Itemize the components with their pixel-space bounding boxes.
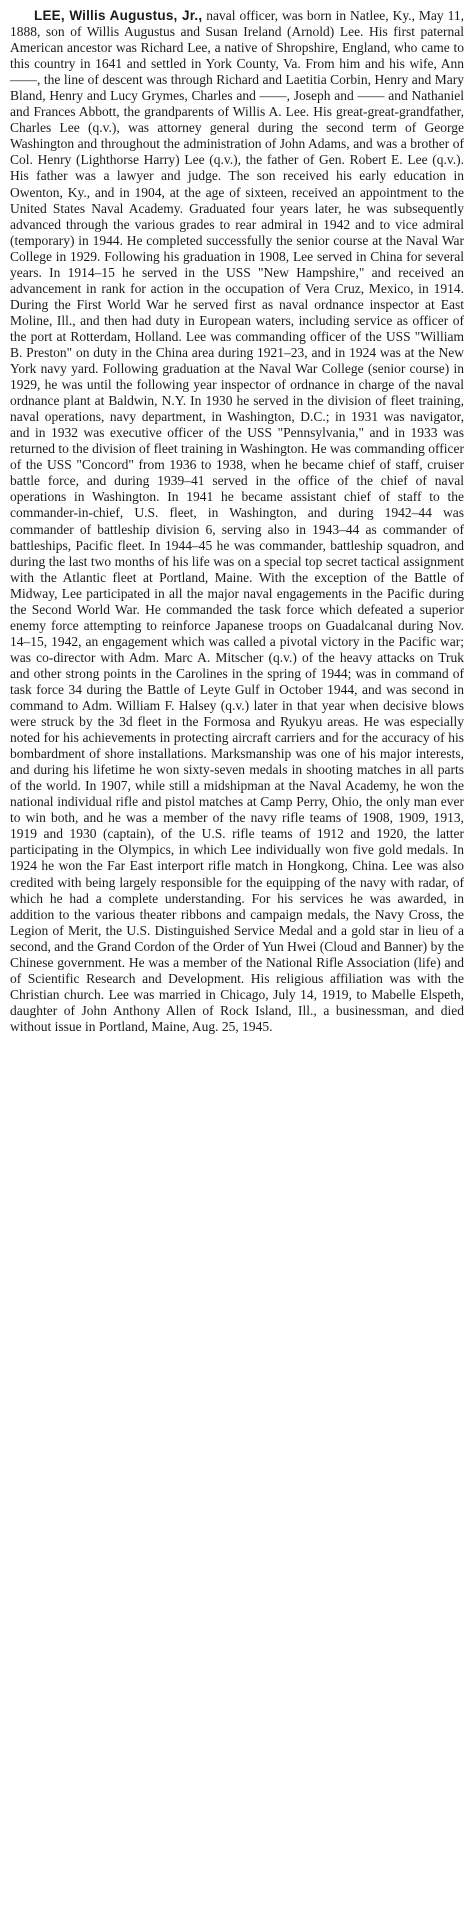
entry-body: naval officer, was born in Natlee, Ky., May 11, 1888, son of Willis Augustus and Susan Ireland (Arnold) Lee. His first paternal American ancestor was Richard Lee, a native of Shropshire, England, who came to this country in 1641 and settled in York County, Va. From him and his wife, Ann ——, the line of descent was through Richard and Laetitia Corbin, Henry and Mary Bland, Henry and Lucy Grymes, Charles and ——, Joseph and —— and Nathaniel and Frances Abbott, the grandparents of Willis A. Lee. His great-great-grandfather, Charles Lee (q.v.), was attorney general during the second term of George Washington and throughout the administration of John Adams, and was a brother of Col. Henry (Lighthorse Harry) Lee (q.v.), the father of Gen. Robert E. Lee (q.v.). His father was a lawyer and judge. The son received his early education in Owenton, Ky., and in 1904, at the age of sixteen, received an appointment to the United States Naval Academy. Graduated four years later, he was subsequently advanced through the various grades to rear admiral in 1942 and to vice admiral (temporary) in 1944. He completed successfully the senior course at the Naval War College in 1929. Following his graduation in 1908, Lee served in China for several years. In 1914–15 he served in the USS "New Hampshire," and received an advancement in rank for action in the occupation of Vera Cruz, Mexico, in 1914. During the First World War he served first as naval ordnance inspector at East Moline, Ill., and then had duty in European waters, including service as officer of the port at Rotterdam, Holland. Lee was commanding officer of the USS "William B. Preston" on duty in the China area during 1921–23, and in 1924 was at the New York navy yard. Following graduation at the Naval War College (senior course) in 1929, he was until the following year inspector of ordnance in charge of the naval ordnance plant at Baldwin, N.Y. In 1930 he served in the division of fleet training, naval operations, navy department, in Washington, D.C.; in 1931 was navigator, and in 1932 was executive officer of the USS "Pennsylvania," and in 1933 was returned to the division of fleet training in Washington. He was commanding officer of the USS "Concord" from 1936 to 1938, when he became chief of staff, cruiser battle force, and during 1939–41 served in the office of the chief of naval operations in Washington. In 1941 he became assistant chief of staff to the commander-in-chief, U.S. fleet, in Washington, and during 1942–44 was commander of battleship division 6, serving also in 1943–44 as commander of battleships, Pacific fleet. In 1944–45 he was commander, battleship squadron, and during the last two months of his life was on a special top secret tactical assignment with the Atlantic fleet at Portland, Maine. With the exception of the Battle of Midway, Lee participated in all the major naval engagements in the Pacific during the Second World War. He commanded the task force which defeated a superior enemy force attempting to reinforce Japanese troops on Guadalcanal during Nov. 14–15, 1942, an engagement which was called a pivotal victory in the Pacific war; was co-director with Adm. Marc A. Mitscher (q.v.) of the heavy attacks on Truk and other strong points in the Carolines in the spring of 1944; was in command of task force 34 during the Battle of Leyte Gulf in October 1944, and was second in command to Adm. William F. Halsey (q.v.) later in that year when decisive blows were struck by the 3d fleet in the Formosa and Ryukyu areas. He was especially noted for his achievements in protecting aircraft carriers and for the accuracy of his bombardment of shore installations. Marksmanship was one of his major interests, and during his lifetime he won sixty-seven medals in shooting matches in all parts of the world. In 1907, while still a midshipman at the Naval Academy, he won the national individual rifle and pistol matches at Camp Perry, Ohio, the only man ever to win both, and he was a member of the navy rifle teams of 1908, 1909, 1913, 1919 and 1930 (captain), of the U.S. rifle teams of 1912 and 1920, the latter participating in the Olympics, in which Lee individually won five gold medals. In 1924 he won the Far East interport rifle match in Hongkong, China. Lee was also credited with being largely responsible for the equipping of the navy with radar, of which he had a complete understanding. For his services he was awarded, in addition to the various theater ribbons and campaign medals, the Navy Cross, the Legion of Merit, the U.S. Distinguished Service Medal and a gold star in lieu of a second, and the Grand Cordon of the Order of Yun Hwei (Cloud and Banner) by the Chinese government. He was a member of the National Rifle Association (life) and of Scientific Research and Development. His religious affiliation was with the Christian church. Lee was married in Chicago, July 14, 1919, to Mabelle Elspeth, daughter of John Anthony Allen of Rock Island, Ill., a businessman, and died without issue in Portland, Maine, Aug. 25, 1945.: [10, 8, 464, 1034]
biography-entry: [10, 8, 464, 1035]
page: [10, 8, 464, 1904]
entry-headword: LEE, Willis Augustus, Jr.,: [34, 8, 203, 23]
